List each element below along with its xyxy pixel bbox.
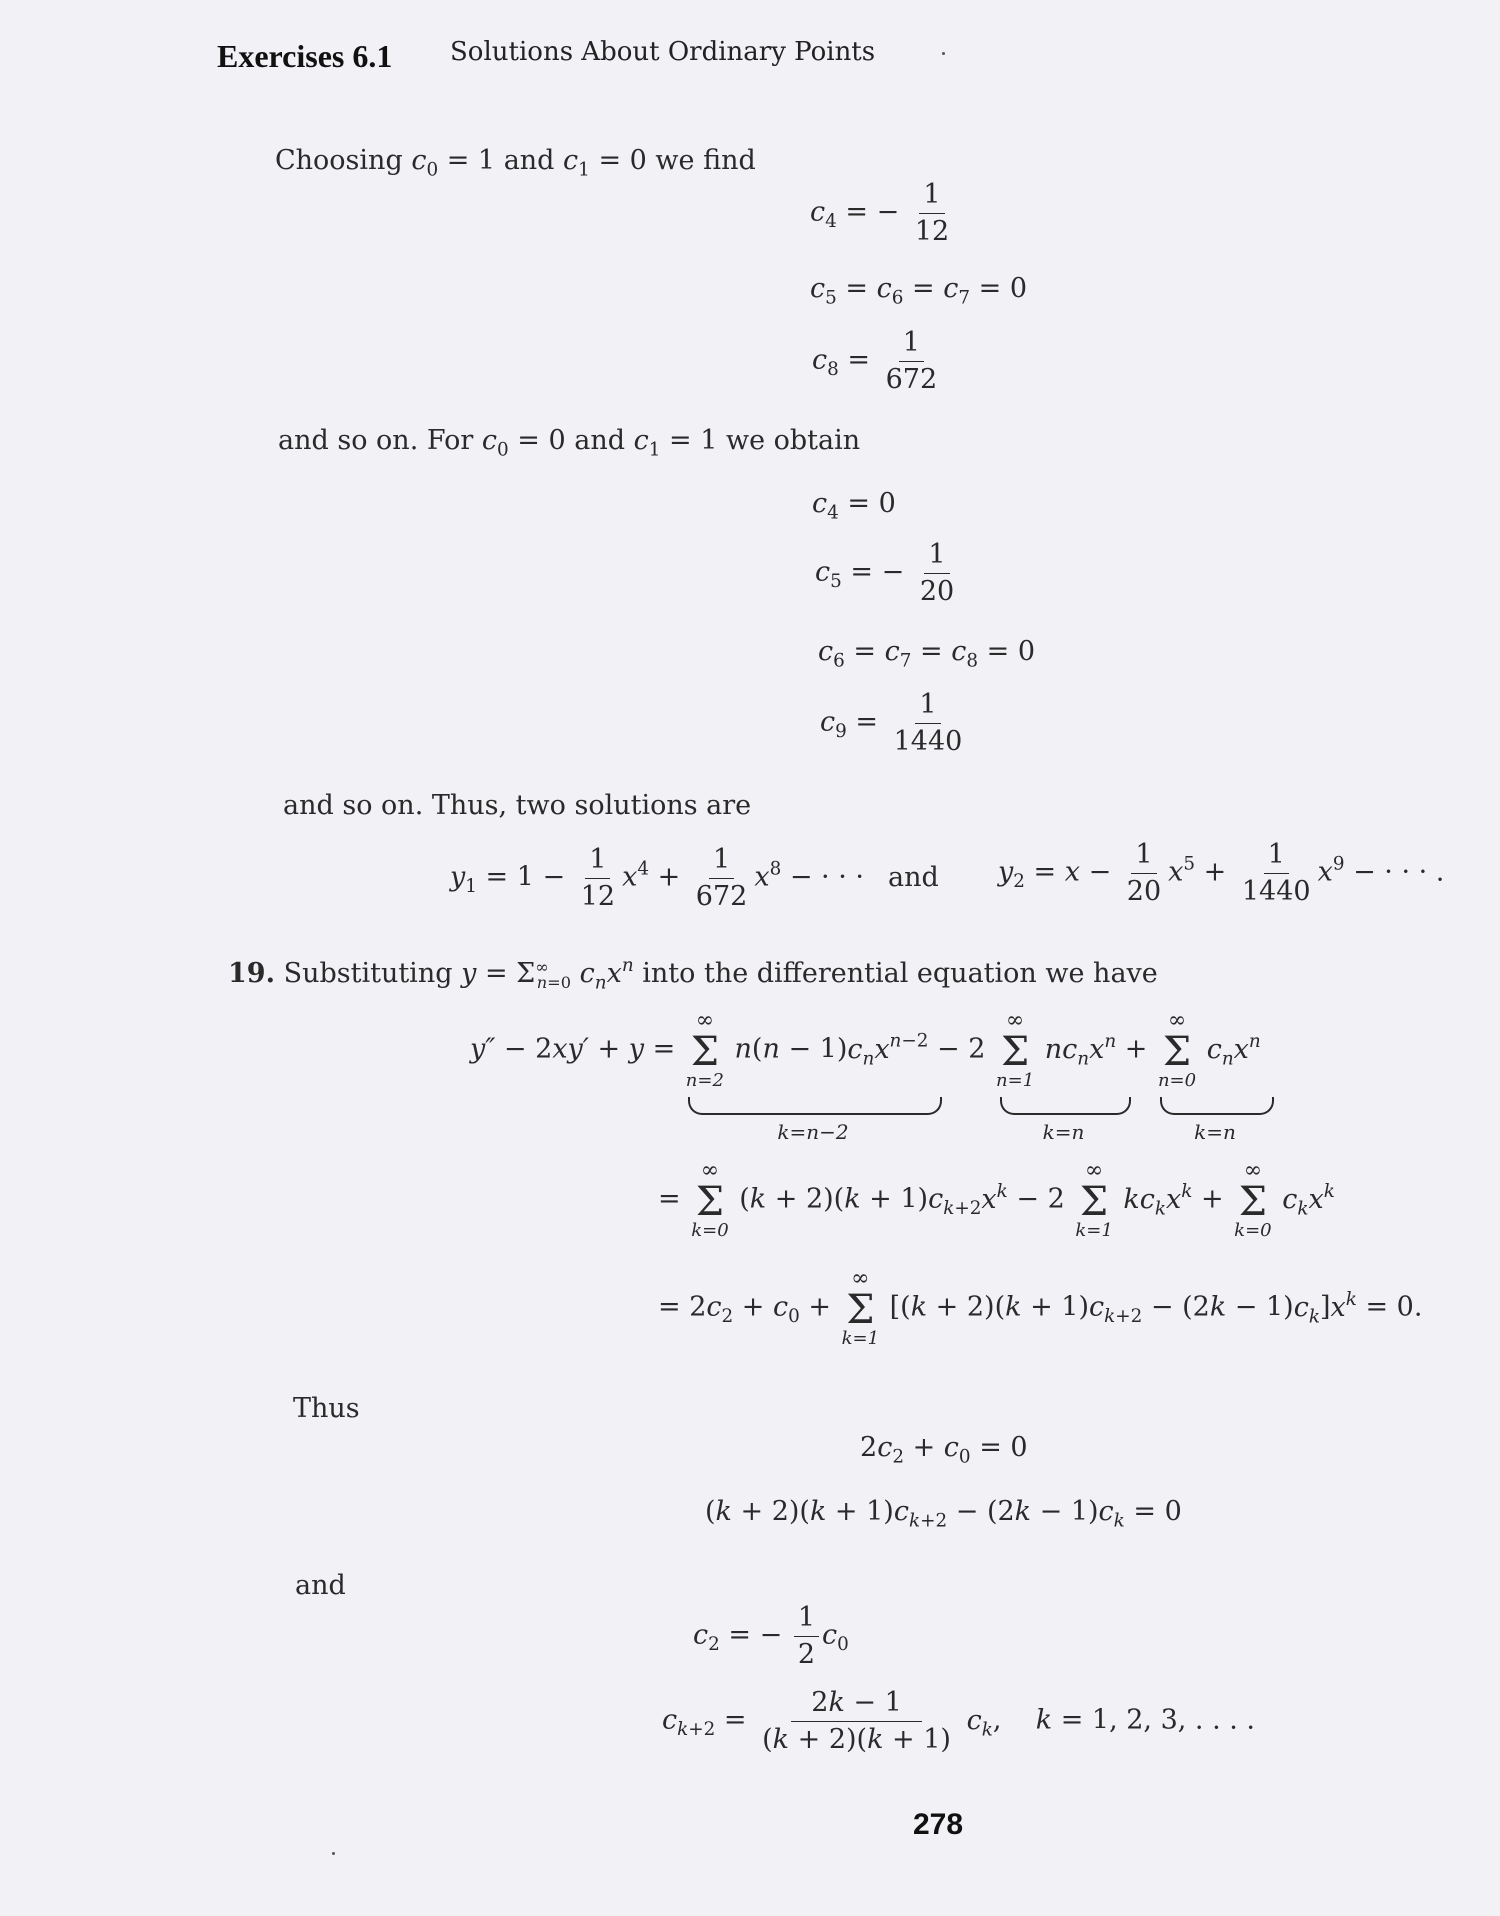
eq-substitution-1: y″ − 2xy′ + y = ∞ Σ n=2 $n(n - 1)c_nx^{n-2} - 2$ ∞ Σ n=1 $nc_nx^n$ + ∞ Σ n=0 $c_nx^n$	[470, 1008, 1261, 1091]
eq-c5-c7-a: $c_5 = c_6 = c_7 = 0$	[810, 273, 1027, 309]
speck	[332, 1852, 335, 1855]
eq-recurrence: $(k + 2)(k + 1)c_{k+2} - (2k - 1)c_k = 0$	[705, 1496, 1182, 1532]
problem-19-intro: 19. Substituting $y = \Sigma^\infty_{n=0}$ $c_nx^n$ into the differential equation we have	[228, 954, 1158, 994]
underbrace-3	[1160, 1097, 1274, 1115]
underbrace-label-1: k=n−2	[777, 1120, 849, 1144]
eq-c6-c8-b: $c_6 = c_7 = c_8 = 0$	[818, 636, 1035, 672]
thus-label: Thus	[293, 1393, 360, 1424]
paragraph-choosing: Choosing $c_0 = 1$ and $c_1 = 0$ we find	[275, 145, 756, 181]
eq-recurrence-init: $2c_2 + c_0 = 0$	[860, 1432, 1028, 1468]
eq-c5-b: $c_5$ = − $\frac{1}{20}$	[815, 539, 955, 607]
and-label-final: and	[295, 1570, 346, 1601]
underbrace-label-2: k=n	[1042, 1120, 1085, 1144]
eq-c9-b: $c_9$ = $\frac{1}{1440}$	[820, 689, 963, 757]
paragraph-for: and so on. For $c_0 = 0$ and $c_1 = 1$ we obtain	[278, 425, 861, 461]
eq-substitution-2: = ∞ Σ k=0 $(k + 2)(k + 1)c_{k+2}x^k - 2$ ∞ Σ k=1 $kc_kx^k$ + ∞ Σ k=0 $c_kx^k$	[658, 1158, 1335, 1241]
eq-y1: $y_1 = 1$ − $\frac{1}{12}$ $x^4$ + $\frac{1}{672}$ $x^8$ − · · ·	[450, 844, 864, 912]
eq-substitution-3: = $2c_2 + c_0$ + ∞ Σ k=1 $[(k + 2)(k + 1)c_{k+2} - (2k - 1)c_k]x^k = 0$.	[658, 1266, 1423, 1349]
eq-c4-b: $c_4 = 0$	[812, 488, 896, 524]
section-label: Exercises 6.1	[217, 38, 393, 74]
and-connector: and	[888, 862, 939, 893]
page-number: 278	[913, 1808, 964, 1841]
underbrace-label-3: k=n	[1194, 1120, 1236, 1144]
eq-c4-a: $c_4$ = − $\frac{1}{12}$	[810, 179, 950, 247]
eq-ck2: $c_{k+2}$ = $\frac{2k - 1}{(k + 2)(k + 1)}$ $c_k$, k = 1, 2, 3, . . . .	[662, 1687, 1256, 1755]
speck	[942, 52, 945, 55]
underbrace-2	[1000, 1097, 1131, 1115]
section-title: Solutions About Ordinary Points	[450, 37, 876, 67]
eq-c2: $c_2$ = − $\frac{1}{2}$ $c_0$	[693, 1602, 849, 1670]
paragraph-two-solutions: and so on. Thus, two solutions are	[283, 790, 752, 821]
underbrace-1	[688, 1097, 942, 1115]
eq-y2: $y_2 = x$ − $\frac{1}{20}$ $x^5$ + $\frac{1}{1440}$ $x^9$ − · · · .	[998, 839, 1445, 907]
eq-c8-a: $c_8$ = $\frac{1}{672}$	[812, 327, 938, 395]
